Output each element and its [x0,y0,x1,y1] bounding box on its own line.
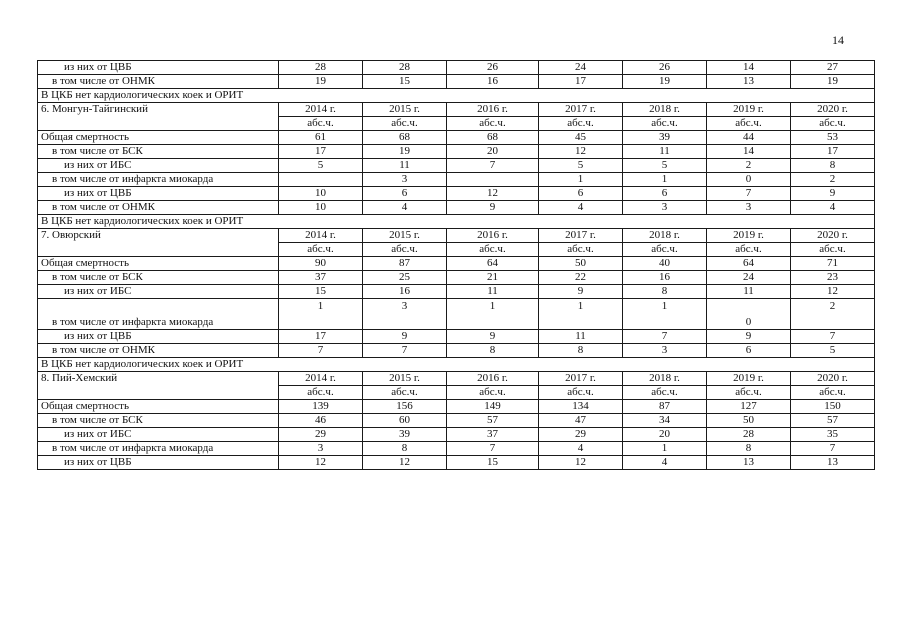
cell-value: 4 [791,201,875,215]
cell-value: 53 [791,131,875,145]
table-row [38,330,875,344]
cell-value: 7 [279,344,363,358]
row-label: в том числе от БСК [38,145,279,159]
cell-value: 7 [623,330,707,344]
unit-header: абс.ч. [447,243,539,257]
cell-value: 25 [363,271,447,285]
cell-value: 127 [707,400,791,414]
cell-value: 17 [791,145,875,159]
cell-value: 4 [363,201,447,215]
cell-value: 11 [623,145,707,159]
cell-value: 19 [363,145,447,159]
cell-value: 44 [707,131,791,145]
cell-value: 8 [623,285,707,299]
cell-value: 12 [279,456,363,470]
unit-header: абс.ч. [279,386,363,400]
section-title: 8. Пий-Хемский [38,372,279,400]
cell-value: 3 [707,201,791,215]
table-row [38,456,875,470]
unit-header: абс.ч. [363,117,447,131]
cell-value: 40 [623,257,707,271]
table-row [38,201,875,215]
cell-value: 7 [791,442,875,456]
cell-value: 15 [279,285,363,299]
cell-value: 9 [791,187,875,201]
unit-header: абс.ч. [539,243,623,257]
cell-value: 9 [363,330,447,344]
cell-value: 1 [623,442,707,456]
cell-value: 29 [279,428,363,442]
year-header: 2017 г. [539,229,623,243]
unit-header: абс.ч. [363,243,447,257]
section-header-row [38,229,875,243]
cell-value: 5 [623,159,707,173]
cell-value: 9 [447,201,539,215]
cell-value: 1 [623,299,707,330]
cell-value: 47 [539,414,623,428]
cell-value: 8 [447,344,539,358]
row-label: Общая смертность [38,257,279,271]
cell-value: 1 [279,299,363,330]
cell-value: 71 [791,257,875,271]
cell-value: 8 [539,344,623,358]
year-header: 2015 г. [363,103,447,117]
year-header: 2019 г. [707,229,791,243]
cell-value: 19 [791,75,875,89]
row-label: из них от ЦВБ [38,456,279,470]
table-row [38,173,875,187]
unit-header: абс.ч. [791,117,875,131]
cell-value: 4 [623,456,707,470]
cell-value: 3 [623,201,707,215]
unit-header: абс.ч. [539,386,623,400]
table-row [38,271,875,285]
cell-value: 20 [623,428,707,442]
cell-value: 0 [707,173,791,187]
row-label: из них от ИБС [38,285,279,299]
note-text: В ЦКБ нет кардиологических коек и ОРИТ [38,215,875,229]
row-label: в том числе от инфаркта миокарда [38,173,279,187]
cell-value: 7 [707,187,791,201]
year-header: 2019 г. [707,372,791,386]
cell-value: 26 [447,61,539,75]
cell-value: 7 [363,344,447,358]
note-text: В ЦКБ нет кардиологических коек и ОРИТ [38,89,875,103]
year-header: 2020 г. [791,103,875,117]
cell-value: 5 [279,159,363,173]
cell-value: 9 [707,330,791,344]
table-row [38,285,875,299]
cell-value: 24 [539,61,623,75]
section-header-row [38,372,875,386]
cell-value: 15 [363,75,447,89]
cell-value: 2 [791,299,875,330]
cell-value: 37 [447,428,539,442]
cell-value: 17 [279,145,363,159]
cell-value: 12 [791,285,875,299]
cell-value: 150 [791,400,875,414]
year-header: 2015 г. [363,372,447,386]
cell-value: 23 [791,271,875,285]
cell-value: 4 [539,201,623,215]
unit-header: абс.ч. [707,243,791,257]
row-label: из них от ЦВБ [38,187,279,201]
cell-value: 6 [623,187,707,201]
row-label: в том числе от ОНМК [38,201,279,215]
unit-header: абс.ч. [539,117,623,131]
cell-value: 16 [447,75,539,89]
unit-header: абс.ч. [707,386,791,400]
cell-value: 134 [539,400,623,414]
cell-value: 15 [447,456,539,470]
cell-value: 5 [539,159,623,173]
section-header-row [38,103,875,117]
cell-value: 11 [539,330,623,344]
cell-value: 61 [279,131,363,145]
year-header: 2017 г. [539,372,623,386]
cell-value [279,173,363,187]
cell-value: 68 [447,131,539,145]
cell-value: 0 [707,299,791,330]
page-number: 14 [832,33,844,47]
row-label: из них от ЦВБ [38,330,279,344]
year-header: 2018 г. [623,103,707,117]
cell-value: 19 [279,75,363,89]
row-label: из них от ИБС [38,159,279,173]
mortality-table [37,60,875,470]
unit-header: абс.ч. [623,117,707,131]
cell-value: 7 [447,159,539,173]
cell-value: 11 [363,159,447,173]
cell-value: 6 [363,187,447,201]
cell-value: 14 [707,61,791,75]
cell-value: 13 [791,456,875,470]
table-row [38,131,875,145]
table-row [38,414,875,428]
year-header: 2014 г. [279,103,363,117]
cell-value: 8 [791,159,875,173]
cell-value: 5 [791,344,875,358]
cell-value: 39 [363,428,447,442]
cell-value: 90 [279,257,363,271]
table-row [38,61,875,75]
section-title: 7. Овюрский [38,229,279,257]
row-label: из них от ЦВБ [38,61,279,75]
cell-value: 139 [279,400,363,414]
year-header: 2016 г. [447,229,539,243]
section-title: 6. Монгун-Тайгинский [38,103,279,131]
table-row [38,145,875,159]
cell-value: 28 [363,61,447,75]
cell-value: 13 [707,456,791,470]
unit-header: абс.ч. [623,243,707,257]
cell-value: 39 [623,131,707,145]
cell-value: 1 [539,173,623,187]
cell-value: 17 [539,75,623,89]
cell-value: 1 [623,173,707,187]
row-label: Общая смертность [38,400,279,414]
unit-header: абс.ч. [707,117,791,131]
cell-value: 12 [539,145,623,159]
note-text: В ЦКБ нет кардиологических коек и ОРИТ [38,358,875,372]
cell-value: 35 [791,428,875,442]
cell-value: 10 [279,201,363,215]
cell-value: 3 [623,344,707,358]
cell-value: 9 [447,330,539,344]
cell-value: 10 [279,187,363,201]
table-row [38,428,875,442]
row-label: в том числе от ОНМК [38,75,279,89]
cell-value: 14 [707,145,791,159]
unit-header: абс.ч. [447,386,539,400]
cell-value: 22 [539,271,623,285]
cell-value: 29 [539,428,623,442]
table-row [38,299,875,330]
cell-value: 68 [363,131,447,145]
cell-value: 16 [363,285,447,299]
cell-value: 9 [539,285,623,299]
cell-value: 27 [791,61,875,75]
cell-value: 60 [363,414,447,428]
cell-value: 6 [707,344,791,358]
cell-value: 34 [623,414,707,428]
unit-header: абс.ч. [623,386,707,400]
cell-value: 19 [623,75,707,89]
cell-value: 1 [447,299,539,330]
cell-value [447,173,539,187]
note-row [38,358,875,372]
year-header: 2017 г. [539,103,623,117]
note-row [38,89,875,103]
cell-value: 21 [447,271,539,285]
year-header: 2016 г. [447,372,539,386]
table-row [38,257,875,271]
unit-header: абс.ч. [791,243,875,257]
cell-value: 17 [279,330,363,344]
cell-value: 6 [539,187,623,201]
cell-value: 13 [707,75,791,89]
cell-value: 57 [791,414,875,428]
cell-value: 3 [363,299,447,330]
cell-value: 45 [539,131,623,145]
table-row [38,75,875,89]
cell-value: 16 [623,271,707,285]
row-label: в том числе от инфаркта миокарда [38,442,279,456]
unit-header: абс.ч. [363,386,447,400]
cell-value: 57 [447,414,539,428]
cell-value: 12 [363,456,447,470]
row-label: из них от ИБС [38,428,279,442]
cell-value: 11 [707,285,791,299]
row-label: в том числе от БСК [38,271,279,285]
year-header: 2016 г. [447,103,539,117]
cell-value: 8 [707,442,791,456]
year-header: 2014 г. [279,229,363,243]
cell-value: 20 [447,145,539,159]
cell-value: 26 [623,61,707,75]
unit-header: абс.ч. [279,117,363,131]
cell-value: 3 [279,442,363,456]
year-header: 2018 г. [623,229,707,243]
table-row [38,187,875,201]
cell-value: 156 [363,400,447,414]
row-label: в том числе от ОНМК [38,344,279,358]
cell-value: 7 [791,330,875,344]
cell-value: 64 [447,257,539,271]
cell-value: 37 [279,271,363,285]
cell-value: 28 [279,61,363,75]
unit-header: абс.ч. [447,117,539,131]
row-label: в том числе от инфаркта миокарда [38,299,279,330]
cell-value: 1 [539,299,623,330]
cell-value: 50 [707,414,791,428]
cell-value: 12 [447,187,539,201]
year-header: 2019 г. [707,103,791,117]
cell-value: 64 [707,257,791,271]
cell-value: 46 [279,414,363,428]
note-row [38,215,875,229]
table-row [38,159,875,173]
year-header: 2020 г. [791,229,875,243]
unit-header: абс.ч. [279,243,363,257]
cell-value: 149 [447,400,539,414]
row-label: в том числе от БСК [38,414,279,428]
cell-value: 28 [707,428,791,442]
year-header: 2018 г. [623,372,707,386]
cell-value: 2 [707,159,791,173]
unit-header: абс.ч. [791,386,875,400]
year-header: 2014 г. [279,372,363,386]
row-label: Общая смертность [38,131,279,145]
cell-value: 24 [707,271,791,285]
cell-value: 7 [447,442,539,456]
cell-value: 8 [363,442,447,456]
cell-value: 12 [539,456,623,470]
cell-value: 50 [539,257,623,271]
cell-value: 87 [623,400,707,414]
cell-value: 11 [447,285,539,299]
table-body [38,61,875,470]
cell-value: 2 [791,173,875,187]
year-header: 2020 г. [791,372,875,386]
table-row [38,400,875,414]
year-header: 2015 г. [363,229,447,243]
table-row [38,344,875,358]
cell-value: 4 [539,442,623,456]
table-row [38,442,875,456]
cell-value: 87 [363,257,447,271]
cell-value: 3 [363,173,447,187]
